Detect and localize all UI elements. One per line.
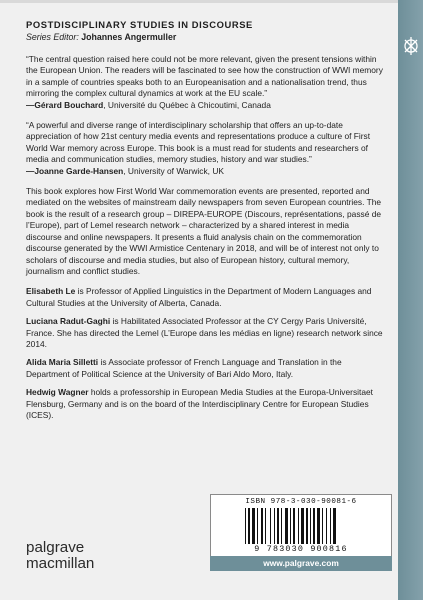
barcode-bar	[317, 508, 320, 544]
series-editor-name: Johannes Angermuller	[81, 32, 177, 42]
barcode-bar	[301, 508, 304, 544]
barcode-bar	[245, 508, 246, 544]
top-rule	[0, 0, 398, 3]
publisher-url[interactable]: www.palgrave.com	[210, 556, 392, 571]
quote-text: “The central question raised here could not be more relevant, given the present tensions within the European Union. The readers will be fascinated to see how the construction of WWI memory in a sample of countries speaks both to an Europeanisation and a nationalisation trend, thus mirroring the complex cultural dynamics at work at the EU scale.”	[26, 54, 383, 99]
quote-affiliation: , Université du Québec à Chicoutimi, Canada	[103, 99, 271, 110]
author-bio-text: holds a professorship in European Media Studies at the Europa-Universitaet Flensburg, Germany and is on the board of the Interdisciplinary Centre for European Studies (ICES).	[26, 387, 373, 420]
author-bio-text: is Associate professor of French Language and Translation in the Department of Political Science at the University of Bari Aldo Moro, Italy.	[26, 357, 342, 379]
author-name: Hedwig Wagner	[26, 387, 89, 398]
series-title: POSTDISCIPLINARY STUDIES IN DISCOURSE	[26, 19, 253, 30]
series-editor-label: Series Editor:	[26, 32, 79, 42]
barcode-bar	[285, 508, 288, 544]
barcode-bar	[313, 508, 315, 544]
barcode-bar	[281, 508, 282, 544]
publisher-logo	[26, 540, 94, 572]
author-name: Elisabeth Le	[26, 286, 76, 297]
author-bio	[26, 316, 386, 350]
author-bio	[26, 357, 386, 380]
quote-text: “A powerful and diverse range of interdisciplinary scholarship that offers an up-to-date appreciation of how 21st century media events and representations produce a culture of First World War memory across Europe. This book is a must read for students and researchers of media and communication studies, memory studies, history and war studies.”	[26, 120, 371, 165]
isbn-text: ISBN 978-3-030-90081-6	[245, 498, 357, 506]
palgrave-pivot-logo-icon	[401, 36, 421, 56]
cover-text	[26, 18, 386, 421]
barcode-bar	[306, 508, 308, 544]
author-bio	[26, 286, 386, 309]
quote-author: —Joanne Garde-Hansen	[26, 165, 124, 176]
author-bio	[26, 387, 386, 421]
barcode-bar	[333, 508, 336, 544]
endorsement-quote	[26, 120, 386, 177]
barcode-box	[210, 494, 392, 558]
barcode-bar	[257, 508, 258, 544]
spine-strip	[398, 0, 423, 600]
endorsement-quote	[26, 54, 386, 111]
barcode-bar	[270, 508, 271, 544]
barcode-bar	[293, 508, 295, 544]
series-editor	[26, 31, 386, 44]
author-bio-text: is Habilitated Associated Professor at the CY Cergy Paris Université, France. She has directed the Lemel (L’Europe dans les médias en ligne) research network since 2014.	[26, 316, 383, 349]
publisher-logo-line1: palgrave	[26, 539, 85, 556]
barcode-digits: 9 783030 900816	[254, 544, 348, 554]
barcode-bar	[290, 508, 291, 544]
author-name: Alida Maria Silletti	[26, 357, 99, 368]
book-description: This book explores how First World War commemoration events are presented, reported and mediated on the websites of mainstream daily newspapers from seven European countries. The book is the result of a research group – DIREPA-EUROPE (Discours, représentations, passé de l’Europe), part of Lemel research network – characterized by a shared interest in media discourse and online newspapers. It presents a fluid analysis chain on the commemoration discourse generated by the WWI Armistice Centenary in 2018, and will be of interest not only to scholars of discourse and media studies, but also of European history, cultural memory, journalism and conflict studies.	[26, 186, 382, 276]
barcode-image	[245, 508, 357, 544]
barcode-bar	[252, 508, 255, 544]
barcode-bar	[326, 508, 327, 544]
barcode-bar	[261, 508, 263, 544]
barcode-bar	[265, 508, 266, 544]
quote-author: —Gérard Bouchard	[26, 99, 104, 110]
barcode-bar	[322, 508, 323, 544]
barcode-bar	[248, 508, 250, 544]
author-name: Luciana Radut-Gaghi	[26, 316, 111, 327]
barcode-bar	[274, 508, 275, 544]
publisher-logo-line2: macmillan	[26, 555, 95, 572]
barcode-bar	[298, 508, 299, 544]
barcode-bar	[330, 508, 331, 544]
quote-affiliation: , University of Warwick, UK	[123, 165, 224, 176]
author-bio-text: is Professor of Applied Linguistics in the Department of Modern Languages and Cultural Studies at the University of Alberta, Canada.	[26, 286, 372, 308]
barcode-bar	[277, 508, 279, 544]
barcode-bar	[310, 508, 311, 544]
